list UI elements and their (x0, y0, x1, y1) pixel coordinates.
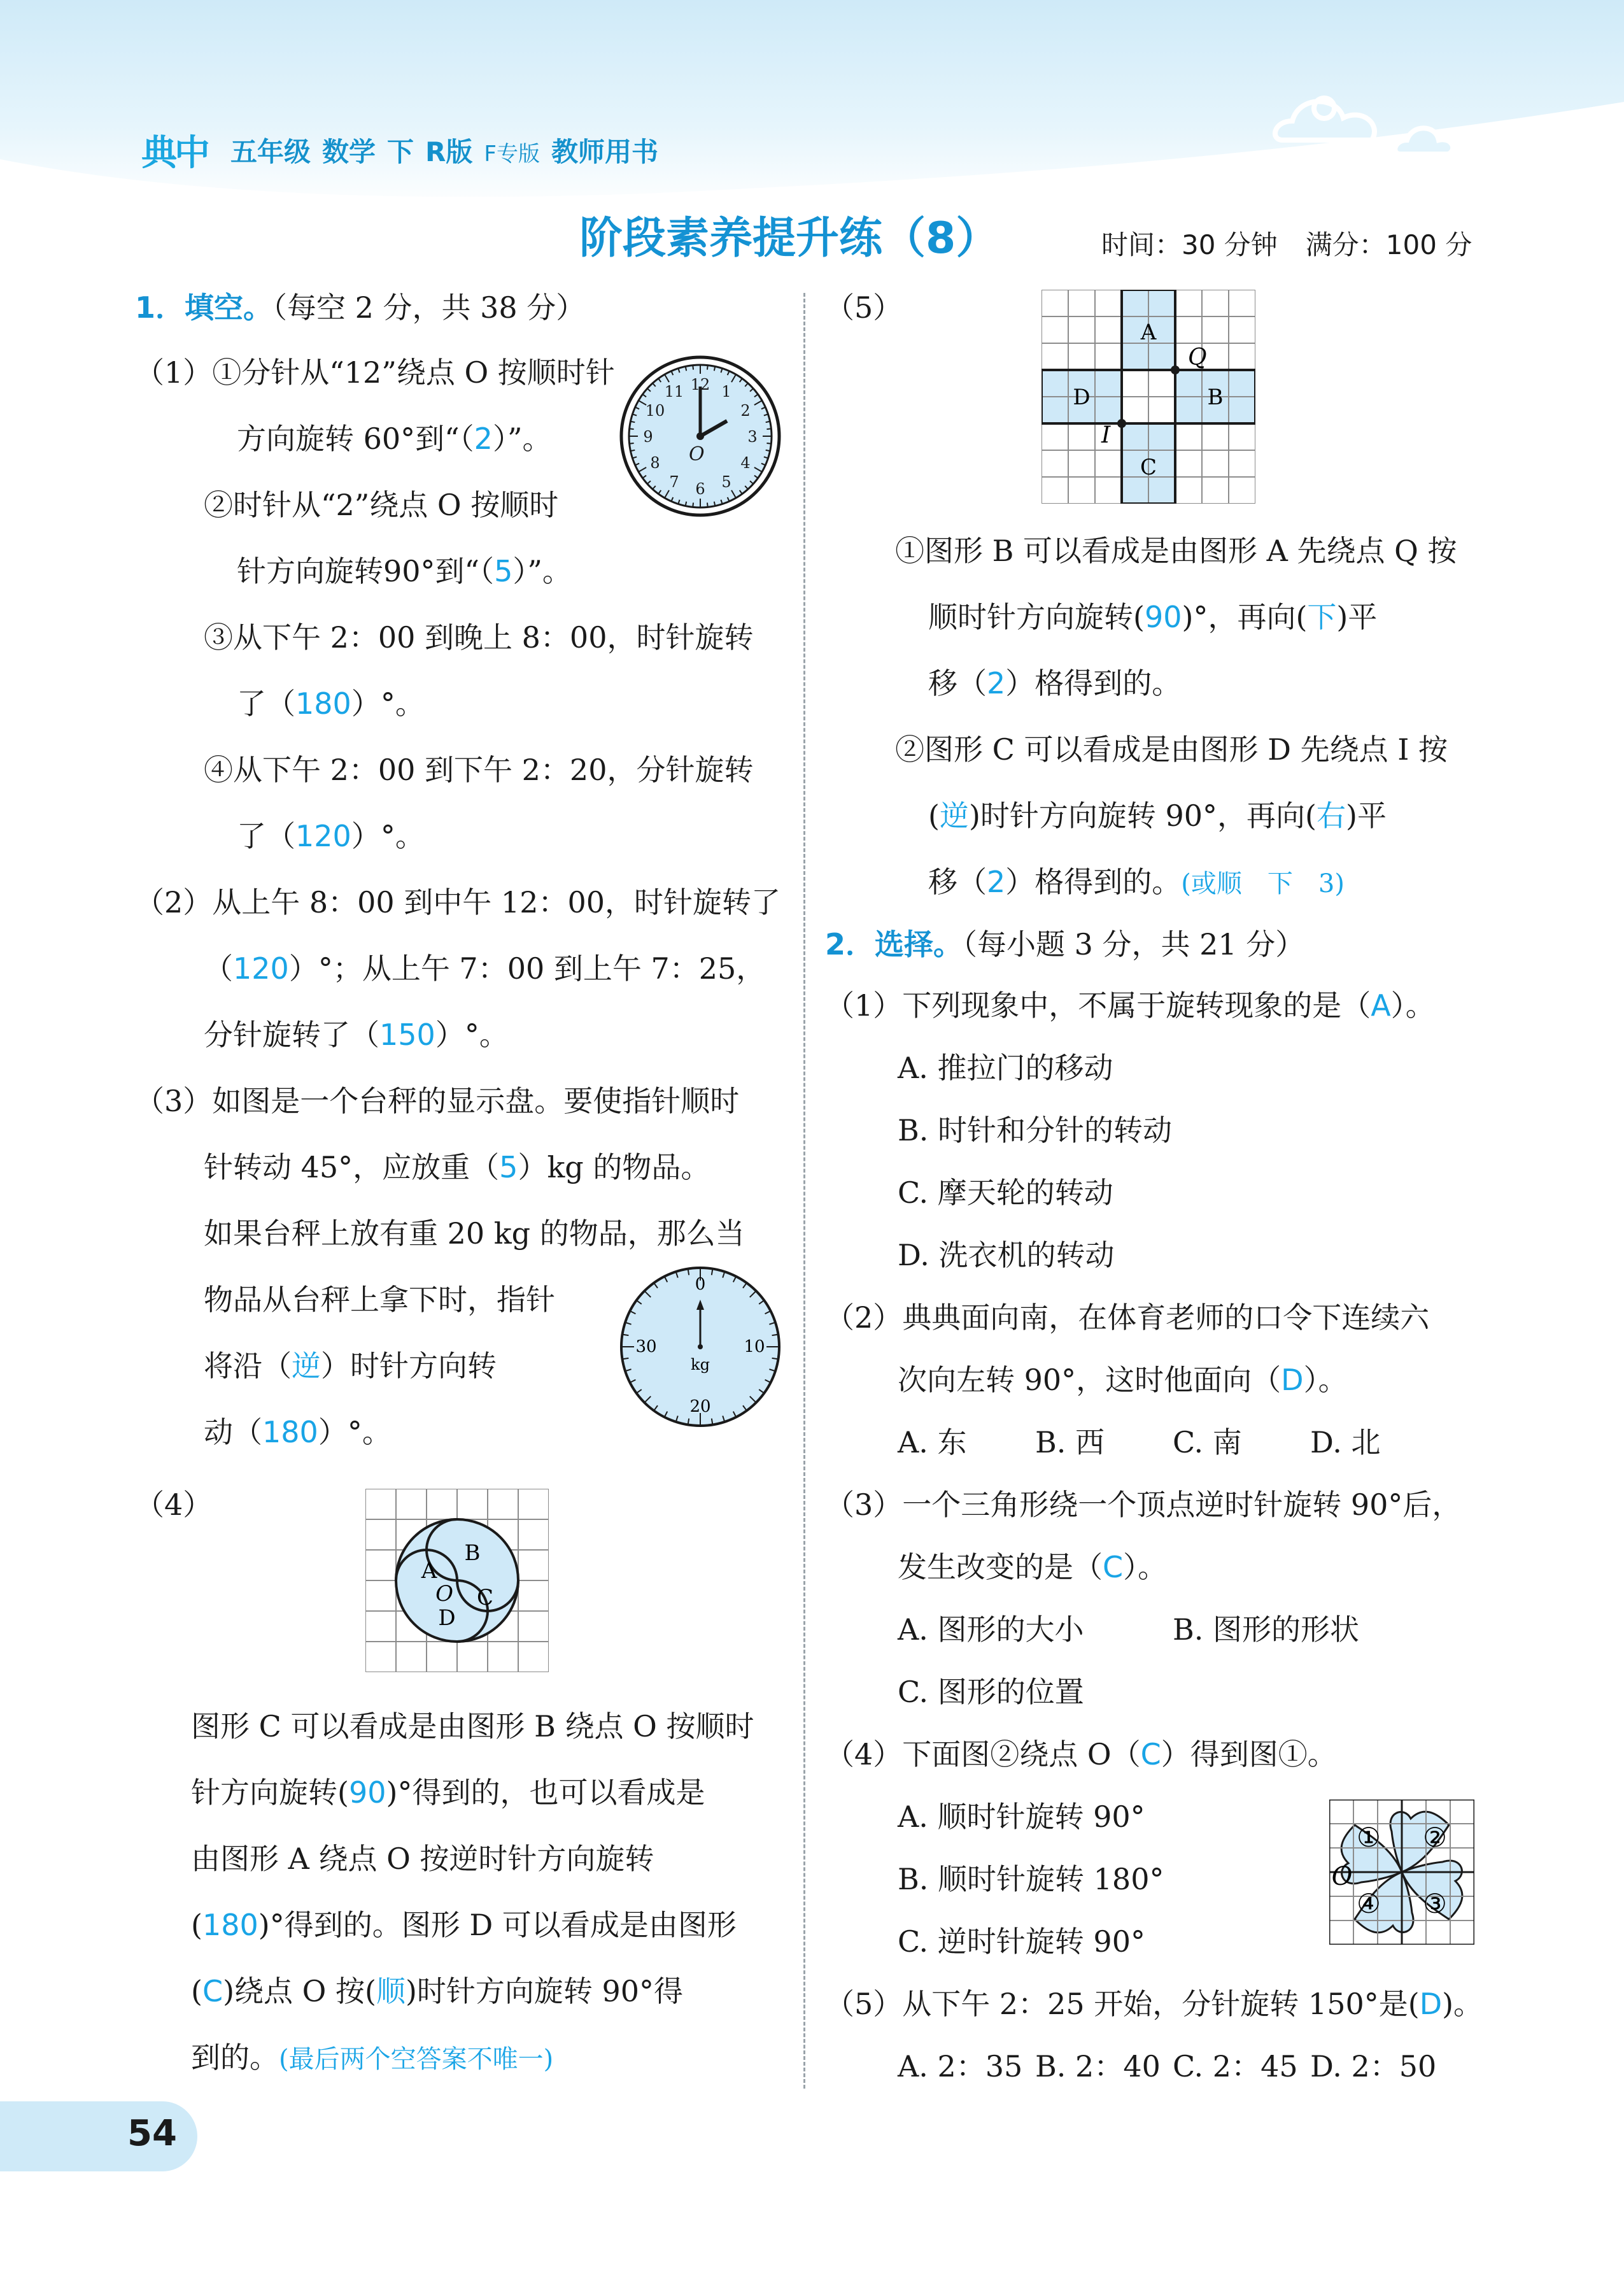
q2-2-option-c: C. 南 (1173, 1425, 1242, 1459)
answer-q1-5-1: 90 (1144, 600, 1182, 634)
q1-4-l5-pre: ( (191, 1974, 202, 2008)
cross-label-a: A (1140, 320, 1157, 345)
petal-label-1: ① (1357, 1822, 1381, 1853)
clock-figure (618, 353, 783, 519)
q1-5-l5-post: )平 (1346, 799, 1387, 833)
meta-info (1101, 224, 1500, 262)
version: R版 (425, 136, 473, 167)
q2-5-option-d: D. 2：50 (1310, 2049, 1437, 2084)
pinwheel-label-o: O (435, 1581, 453, 1607)
cross-label-i: I (1101, 422, 1111, 448)
q2-1-option-d: D. 洗衣机的转动 (898, 1238, 1115, 1272)
petal-label-o: O (1331, 1862, 1353, 1891)
pinwheel-label-a: A (421, 1558, 437, 1584)
clock-number: 5 (721, 473, 731, 492)
clock-tick (707, 366, 708, 370)
clock-number: 10 (645, 402, 665, 420)
q1-4-line-6 (191, 2040, 554, 2075)
clock-tick (630, 450, 635, 451)
answer-q1-3-2: 逆 (292, 1349, 321, 1383)
answer-q2-2: D (1281, 1363, 1304, 1397)
q1-3-l5-pre: 将沿（ (204, 1349, 292, 1383)
q1-5-l5-pre: ( (928, 799, 940, 833)
q1-3-l5-post: ）时针方向转 (321, 1349, 497, 1383)
cross-label-d: D (1073, 385, 1091, 410)
q1-3-l6-pre: 动（ (204, 1415, 262, 1449)
q1-5-l3-pre: 移（ (928, 666, 987, 700)
q1-4-line-5 (191, 1974, 684, 2008)
clock-number: 4 (740, 454, 751, 472)
answer-q1-1-2: 5 (494, 554, 513, 588)
answer-q1-1-3: 180 (295, 686, 351, 721)
q2-4-stem-pre: （4）下面图②绕点 O（ (825, 1737, 1141, 1771)
clock-number: 8 (650, 454, 660, 472)
clock-tick (707, 502, 708, 507)
series-logo: 典中 (141, 132, 208, 174)
page-number: 54 (127, 2113, 177, 2154)
q2-3-l2-post: ）。 (1123, 1550, 1168, 1584)
answer-q1-2-1: 120 (233, 951, 289, 986)
q2-3-line-2 (898, 1552, 1167, 1582)
q1-4-note: (最后两个空答案不唯一) (279, 2045, 554, 2074)
q2-5-option-c: C. 2：45 (1173, 2049, 1298, 2084)
q1-3-line-5 (204, 1351, 497, 1381)
q2-heading-line (825, 927, 1305, 962)
clock-number: 11 (664, 382, 684, 401)
q1-3-line-2 (204, 1150, 710, 1184)
q1-points: （每空 2 分，共 38 分） (272, 290, 586, 325)
q1-4-l2-post: )°得到的，也可以看成是 (386, 1775, 705, 1810)
clock-number: 12 (690, 376, 710, 394)
q2-3-l2-pre: 发生改变的是（ (898, 1550, 1103, 1584)
column-divider (803, 293, 805, 2089)
q2-5-option-b: B. 2：40 (1035, 2049, 1161, 2084)
petal-label-2: ② (1423, 1822, 1447, 1853)
answer-q1-5-6: 2 (987, 865, 1006, 899)
scale-figure (618, 1264, 783, 1430)
clock-tick (714, 502, 715, 506)
cross-label-b: B (1207, 385, 1224, 410)
q1-5-line-2 (928, 602, 1377, 632)
q2-points: （每小题 3 分，共 21 分） (963, 927, 1305, 962)
q1-4-l4-post: )°得到的。图形 D 可以看成是由图形 (258, 1908, 737, 1942)
scale-label-0: 0 (695, 1275, 706, 1294)
pinwheel-figure (365, 1489, 549, 1672)
q1-1-l6-pre: 了（ (237, 686, 295, 721)
scale-label-20: 20 (689, 1397, 711, 1416)
clock-tick (766, 443, 771, 444)
q1-heading: 1．填空。 (135, 290, 273, 325)
answer-q1-1-1: 2 (474, 422, 493, 456)
q1-2-l3-post: ）°。 (435, 1018, 509, 1052)
q1-2-line-1: （2）从上午 8：00 到中午 12：00，时针旋转了 (135, 885, 780, 919)
time-limit: 时间：30 分钟 (1101, 229, 1278, 260)
edition: F专版 (484, 141, 540, 167)
grade: 五年级 (230, 136, 311, 167)
q1-2-line-3 (204, 1018, 509, 1052)
q1-3-l6-post: ）°。 (318, 1415, 392, 1449)
scale-unit: kg (691, 1356, 710, 1374)
pinwheel-label-b: B (464, 1540, 481, 1566)
q1-1-line-5: ③从下午 2：00 到晚上 8：00，时针旋转 (204, 620, 754, 655)
q2-1-stem (825, 988, 1435, 1023)
q2-1-stem-post: ）。 (1390, 988, 1435, 1023)
answer-q2-4: C (1140, 1737, 1161, 1771)
answer-q2-1: A (1371, 988, 1391, 1023)
q1-heading-line (135, 290, 586, 325)
q1-4-line-4 (191, 1910, 737, 1940)
answer-q1-4-1: 90 (348, 1775, 386, 1810)
q1-4-line-3: 由图形 A 绕点 O 按逆时针方向旋转 (191, 1842, 654, 1876)
q1-1-line-6 (237, 686, 425, 721)
q2-4-stem-post: ）得到图①。 (1161, 1737, 1337, 1771)
q1-5-label: （5） (825, 290, 903, 325)
q1-1-l2-pre: 方向旋转 60°到“（ (237, 422, 474, 456)
q1-1-line-2 (237, 422, 552, 456)
q1-3-l2-pre: 针转动 45°，应放重（ (204, 1150, 500, 1184)
clock-tick (714, 366, 715, 371)
q2-4-option-b: B. 顺时针旋转 180° (898, 1862, 1164, 1896)
q2-3-option-c: C. 图形的位置 (898, 1675, 1084, 1709)
q1-2-l2-mid: ）°；从上午 7：00 到上午 7：25， (288, 951, 766, 986)
q1-1-line-4 (237, 554, 572, 588)
q2-1-stem-pre: （1）下列现象中，不属于旋转现象的是（ (825, 988, 1371, 1023)
q1-5-l2-mid: )°，再向( (1182, 600, 1308, 634)
answer-q1-5-5: 右 (1317, 799, 1346, 833)
scale-label-30: 30 (635, 1337, 657, 1356)
q1-3-l2-post: ）kg 的物品。 (518, 1150, 710, 1184)
pinwheel-label-d: D (438, 1605, 456, 1631)
q2-2-l2-post: ）。 (1303, 1363, 1348, 1397)
q2-5-option-a: A. 2：35 (898, 2049, 1023, 2084)
volume: 下 (387, 136, 414, 167)
q2-1-option-a: A. 推拉门的移动 (898, 1051, 1113, 1085)
q1-5-line-4: ②图形 C 可以看成是由图形 D 先绕点 I 按 (895, 732, 1448, 767)
q2-heading: 2．选择。 (825, 927, 963, 962)
q1-5-l6-post: ）格得到的。 (1005, 865, 1182, 899)
q2-1-option-b: B. 时针和分针的转动 (898, 1113, 1173, 1147)
q2-5-stem-post: )。 (1442, 1987, 1483, 2021)
q2-4-option-a: A. 顺时针旋转 90° (898, 1800, 1145, 1834)
answer-q1-1-4: 120 (295, 819, 351, 853)
q2-2-line-2 (898, 1365, 1348, 1395)
q2-2-line-1: （2）典典面向南，在体育老师的口令下连续六 (825, 1300, 1430, 1335)
q2-4-stem (825, 1737, 1337, 1771)
q1-5-line-1: ①图形 B 可以看成是由图形 A 先绕点 Q 按 (895, 534, 1457, 568)
q1-1-l2-post: ）”。 (492, 422, 552, 456)
q1-1-l4-pre: 针方向旋转90°到“（ (237, 554, 495, 588)
q1-4-label: （4） (135, 1487, 213, 1522)
q1-3-line-1: （3）如图是一个台秤的显示盘。要使指针顺时 (135, 1084, 740, 1118)
q1-1-line-3: ②时针从“2”绕点 O 按顺时 (204, 488, 559, 522)
q1-4-line-2 (191, 1775, 705, 1810)
answer-q1-4-4: 顺 (376, 1974, 406, 2008)
q1-5-l3-post: ）格得到的。 (1005, 666, 1182, 700)
q1-1-l6-post: ）°。 (351, 686, 425, 721)
book-type: 教师用书 (551, 136, 658, 167)
q1-1-line-7: ④从下午 2：00 到下午 2：20，分针旋转 (204, 753, 754, 787)
cloud-decoration (0, 0, 1624, 210)
q2-2-l2-pre: 次向左转 90°，这时他面向（ (898, 1363, 1282, 1397)
petal-label-3: ③ (1423, 1888, 1447, 1919)
page-title: 阶段素养提升练（8） (579, 213, 999, 264)
q1-2-line-2 (204, 951, 766, 986)
clock-center-label: O (689, 443, 705, 465)
clock-number: 3 (747, 428, 758, 446)
q2-3-option-a: A. 图形的大小 (898, 1612, 1084, 1647)
q2-1-option-c: C. 摩天轮的转动 (898, 1175, 1113, 1210)
q1-2-l3-pre: 分针旋转了（ (204, 1018, 379, 1052)
series-text (230, 131, 670, 169)
answer-q1-4-3: C (202, 1974, 223, 2008)
q1-4-l5-mid: )绕点 O 按( (223, 1974, 376, 2008)
q2-3-line-1: （3）一个三角形绕一个顶点逆时针旋转 90°后， (825, 1487, 1462, 1522)
q1-5-note: (或顺 下 3) (1181, 869, 1345, 898)
q1-2-l2-pre: （ (204, 951, 233, 986)
q1-1-l8-post: ）°。 (351, 819, 425, 853)
answer-q1-2-2: 150 (379, 1018, 435, 1052)
q1-5-l2-post: )平 (1336, 600, 1378, 634)
clock-number: 2 (740, 402, 751, 420)
header-band (0, 0, 1624, 210)
q1-4-l6: 到的。 (191, 2040, 279, 2075)
answer-q1-3-1: 5 (499, 1150, 518, 1184)
q1-3-line-3: 如果台秤上放有重 20 kg 的物品，那么当 (204, 1216, 745, 1251)
clock-number: 7 (669, 473, 679, 492)
clock-number: 1 (721, 382, 731, 401)
petal-label-4: ④ (1357, 1888, 1381, 1919)
q2-2-option-d: D. 北 (1310, 1425, 1381, 1459)
clock-number: 9 (643, 428, 653, 446)
cross-label-c: C (1140, 455, 1157, 480)
full-score: 满分：100 分 (1305, 229, 1472, 260)
q1-1-line-1: （1）①分针从“12”绕点 O 按顺时针 (135, 355, 615, 390)
answer-q1-5-4: 逆 (939, 799, 969, 833)
q1-4-l5-post: )时针方向旋转 90°得 (405, 1974, 684, 2008)
q1-4-l2-pre: 针方向旋转( (191, 1775, 349, 1810)
q1-4-line-1: 图形 C 可以看成是由图形 B 绕点 O 按顺时 (191, 1709, 754, 1743)
cross-label-q: Q (1188, 344, 1207, 371)
clock-tick (766, 450, 770, 451)
q2-3-option-b: B. 图形的形状 (1173, 1612, 1360, 1647)
answer-q2-5: D (1419, 1987, 1443, 2021)
answer-q1-5-2: 下 (1307, 600, 1337, 634)
q2-4-option-c: C. 逆时针旋转 90° (898, 1924, 1145, 1959)
q1-5-l6-pre: 移（ (928, 865, 987, 899)
q2-2-option-a: A. 东 (898, 1425, 967, 1459)
q2-5-stem-pre: （5）从下午 2：25 开始，分针旋转 150°是( (825, 1987, 1420, 2021)
q1-5-l5-mid: )时针方向旋转 90°，再向( (968, 799, 1317, 833)
q1-5-line-3 (928, 666, 1182, 700)
q1-1-l4-post: ）”。 (512, 554, 572, 588)
answer-q2-3: C (1103, 1550, 1124, 1584)
petals-figure (1329, 1800, 1474, 1945)
answer-q1-5-3: 2 (987, 666, 1006, 700)
q1-1-line-8 (237, 821, 425, 851)
cross-figure (1041, 290, 1255, 504)
scale-label-10: 10 (744, 1337, 765, 1356)
answer-q1-3-3: 180 (262, 1415, 318, 1449)
subject: 数学 (322, 136, 376, 167)
clock-tick (630, 443, 634, 444)
q1-5-l2-pre: 顺时针方向旋转( (928, 600, 1145, 634)
q1-5-line-6 (928, 867, 1345, 897)
q1-4-l4-pre: ( (191, 1908, 202, 1942)
q1-3-line-4: 物品从台秤上拿下时，指针 (204, 1282, 555, 1317)
pinwheel-label-c: C (476, 1585, 494, 1610)
answer-q1-4-2: 180 (202, 1908, 258, 1942)
q1-1-l8-pre: 了（ (237, 819, 295, 853)
clock-number: 6 (695, 480, 705, 498)
q1-5-line-5 (928, 799, 1387, 833)
q1-3-line-6 (204, 1417, 392, 1447)
q2-2-option-b: B. 西 (1035, 1425, 1105, 1459)
q2-5-stem (825, 1989, 1483, 2019)
